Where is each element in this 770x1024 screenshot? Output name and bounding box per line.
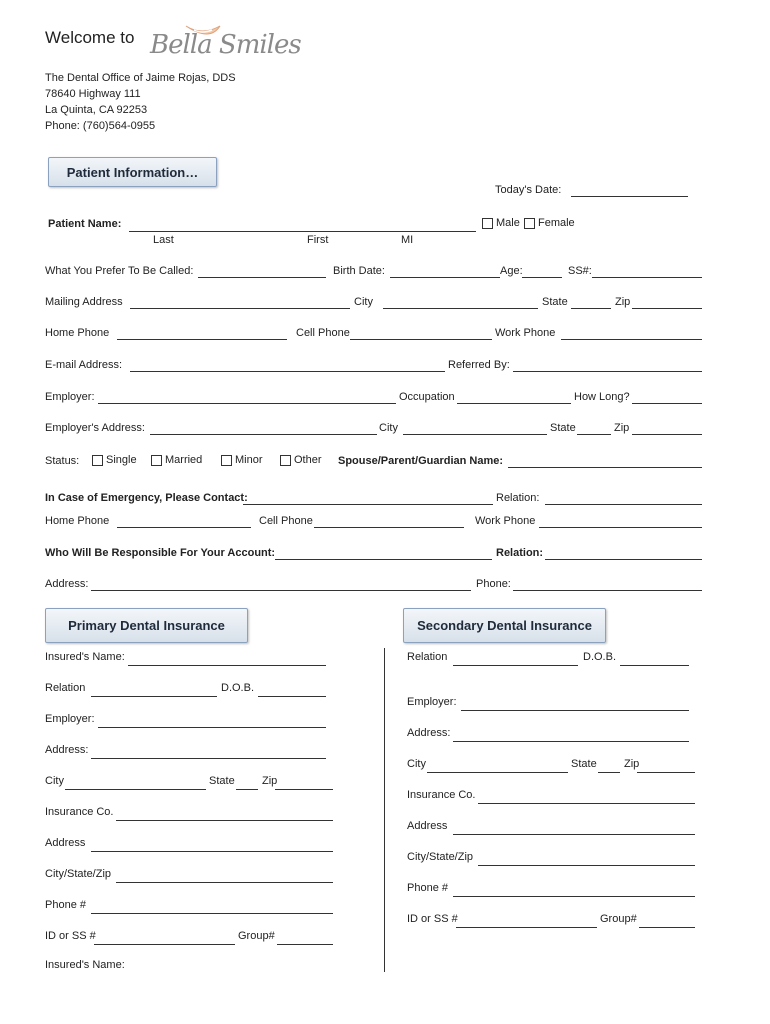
mailing-address-field[interactable] bbox=[130, 308, 350, 309]
employer-state-field[interactable] bbox=[577, 434, 611, 435]
city-label: City bbox=[354, 296, 373, 308]
minor-checkbox[interactable] bbox=[221, 455, 232, 466]
age-label: Age: bbox=[500, 265, 523, 277]
bella-smiles-logo bbox=[150, 22, 301, 66]
email-field[interactable] bbox=[130, 371, 445, 372]
responsible-relation-field[interactable] bbox=[545, 559, 702, 560]
primary-phone-label: Phone # bbox=[45, 899, 86, 911]
primary-zip-label: Zip bbox=[262, 775, 278, 787]
primary-phone-field[interactable] bbox=[91, 913, 333, 914]
emergency-cell-phone-label: Cell Phone bbox=[259, 515, 313, 527]
home-phone-label: Home Phone bbox=[45, 327, 110, 339]
primary-id-ss-label: ID or SS # bbox=[45, 930, 96, 942]
primary-dob-label: D.O.B. bbox=[221, 682, 255, 694]
secondary-state-label: State bbox=[571, 758, 597, 770]
age-field[interactable] bbox=[522, 277, 562, 278]
primary-relation-field[interactable] bbox=[91, 696, 217, 697]
employer-state-label: State bbox=[550, 422, 576, 434]
referred-by-label: Referred By: bbox=[448, 359, 510, 371]
employer-city-label: City bbox=[379, 422, 398, 434]
work-phone-label: Work Phone bbox=[495, 327, 556, 339]
secondary-city-field[interactable] bbox=[427, 772, 568, 773]
address-line: 78640 Highway 111 bbox=[45, 88, 141, 100]
status-label: Status: bbox=[45, 455, 80, 467]
how-long-label: How Long? bbox=[574, 391, 630, 403]
first-name-caption: First bbox=[307, 234, 329, 246]
primary-insurance-co-field[interactable] bbox=[116, 820, 333, 821]
preferred-name-field[interactable] bbox=[198, 277, 326, 278]
primary-dob-field[interactable] bbox=[258, 696, 326, 697]
ss-field[interactable] bbox=[592, 277, 702, 278]
zip-field[interactable] bbox=[632, 308, 702, 309]
secondary-insurance-co-label: Insurance Co. bbox=[407, 789, 476, 801]
patient-name-field[interactable] bbox=[129, 231, 476, 232]
secondary-zip-field[interactable] bbox=[637, 772, 695, 773]
logo-text: Bella Smiles bbox=[150, 30, 301, 60]
married-label: Married bbox=[165, 454, 203, 466]
secondary-id-ss-label: ID or SS # bbox=[407, 913, 458, 925]
secondary-phone-label: Phone # bbox=[407, 882, 448, 894]
secondary-insurance-co-field[interactable] bbox=[478, 803, 695, 804]
responsible-address-label: Address: bbox=[45, 578, 89, 590]
married-checkbox[interactable] bbox=[151, 455, 162, 466]
male-checkbox[interactable] bbox=[482, 218, 493, 229]
emergency-contact-label: In Case of Emergency, Please Contact: bbox=[45, 492, 248, 504]
minor-label: Minor bbox=[235, 454, 263, 466]
todays-date-field[interactable] bbox=[571, 196, 688, 197]
employer-field[interactable] bbox=[98, 403, 396, 404]
responsible-phone-label: Phone: bbox=[476, 578, 511, 590]
responsible-address-field[interactable] bbox=[91, 590, 471, 591]
female-option[interactable] bbox=[524, 217, 575, 229]
female-label: Female bbox=[538, 217, 575, 229]
ss-label: SS#: bbox=[568, 265, 592, 277]
responsible-party-field[interactable] bbox=[275, 559, 492, 560]
state-label: State bbox=[542, 296, 568, 308]
secondary-employer-label: Employer: bbox=[407, 696, 457, 708]
responsible-party-label: Who Will Be Responsible For Your Account: bbox=[45, 547, 276, 559]
primary-state-field[interactable] bbox=[236, 789, 258, 790]
primary-employer-field[interactable] bbox=[98, 727, 326, 728]
city-field[interactable] bbox=[383, 308, 538, 309]
secondary-relation-label: Relation bbox=[407, 651, 448, 663]
address-line: The Dental Office of Jaime Rojas, DDS bbox=[45, 72, 236, 84]
emergency-home-phone-label: Home Phone bbox=[45, 515, 110, 527]
status-married-option[interactable] bbox=[151, 454, 202, 466]
employer-zip-field[interactable] bbox=[632, 434, 702, 435]
emergency-home-phone-field[interactable] bbox=[117, 527, 251, 528]
primary-insurance-co-label: Insurance Co. bbox=[45, 806, 114, 818]
birth-date-field[interactable] bbox=[390, 277, 500, 278]
work-phone-field[interactable] bbox=[561, 339, 702, 340]
single-checkbox[interactable] bbox=[92, 455, 103, 466]
secondary-group-field[interactable] bbox=[639, 927, 695, 928]
column-divider bbox=[384, 648, 385, 972]
status-other-option[interactable] bbox=[280, 454, 322, 466]
patient-name-label: Patient Name: bbox=[48, 218, 122, 230]
preferred-name-label: What You Prefer To Be Called: bbox=[45, 265, 194, 277]
employer-label: Employer: bbox=[45, 391, 95, 403]
responsible-phone-field[interactable] bbox=[513, 590, 702, 591]
cell-phone-field[interactable] bbox=[350, 339, 492, 340]
office-address bbox=[45, 70, 236, 134]
occupation-field[interactable] bbox=[457, 403, 571, 404]
middle-initial-caption: MI bbox=[401, 234, 414, 246]
address-line: Phone: (760)564-0955 bbox=[45, 120, 156, 132]
secondary-relation-field[interactable] bbox=[453, 665, 578, 666]
email-label: E-mail Address: bbox=[45, 359, 123, 371]
secondary-state-field[interactable] bbox=[598, 772, 620, 773]
other-label: Other bbox=[294, 454, 322, 466]
status-single-option[interactable] bbox=[92, 454, 137, 466]
emergency-relation-field[interactable] bbox=[545, 504, 702, 505]
primary-zip-field[interactable] bbox=[275, 789, 333, 790]
spouse-guardian-field[interactable] bbox=[508, 467, 702, 468]
referred-by-field[interactable] bbox=[513, 371, 702, 372]
home-phone-field[interactable] bbox=[117, 339, 287, 340]
employer-zip-label: Zip bbox=[614, 422, 630, 434]
primary-group-field[interactable] bbox=[277, 944, 333, 945]
address-line: La Quinta, CA 92253 bbox=[45, 104, 148, 116]
secondary-insurance-button[interactable]: Secondary Dental Insurance bbox=[403, 608, 606, 643]
how-long-field[interactable] bbox=[632, 403, 702, 404]
patient-information-button[interactable]: Patient Information… bbox=[48, 157, 217, 187]
primary-insureds-name-label: Insured's Name: bbox=[45, 651, 125, 663]
responsible-relation-label: Relation: bbox=[496, 547, 544, 559]
welcome-heading: Welcome to bbox=[45, 28, 135, 47]
emergency-cell-phone-field[interactable] bbox=[314, 527, 464, 528]
spouse-guardian-label: Spouse/Parent/Guardian Name: bbox=[338, 455, 504, 467]
secondary-address-field[interactable] bbox=[453, 741, 689, 742]
employers-address-field[interactable] bbox=[150, 434, 377, 435]
employers-address-label: Employer's Address: bbox=[45, 422, 145, 434]
primary-city-state-zip-field[interactable] bbox=[116, 882, 333, 883]
female-checkbox[interactable] bbox=[524, 218, 535, 229]
secondary-company-address-field[interactable] bbox=[453, 834, 695, 835]
last-name-caption: Last bbox=[153, 234, 174, 246]
primary-employer-label: Employer: bbox=[45, 713, 95, 725]
todays-date-label: Today's Date: bbox=[495, 184, 562, 196]
status-minor-option[interactable] bbox=[221, 454, 263, 466]
single-label: Single bbox=[106, 454, 137, 466]
birth-date-label: Birth Date: bbox=[333, 265, 385, 277]
secondary-address-label: Address: bbox=[407, 727, 451, 739]
cell-phone-label: Cell Phone bbox=[296, 327, 350, 339]
emergency-relation-label: Relation: bbox=[496, 492, 540, 504]
secondary-dob-field[interactable] bbox=[620, 665, 689, 666]
state-field[interactable] bbox=[571, 308, 611, 309]
occupation-label: Occupation bbox=[399, 391, 455, 403]
secondary-id-ss-field[interactable] bbox=[456, 927, 597, 928]
secondary-city-state-zip-label: City/State/Zip bbox=[407, 851, 474, 863]
secondary-group-label: Group# bbox=[600, 913, 637, 925]
primary-state-label: State bbox=[209, 775, 235, 787]
emergency-work-phone-field[interactable] bbox=[539, 527, 702, 528]
zip-label: Zip bbox=[615, 296, 631, 308]
secondary-dob-label: D.O.B. bbox=[583, 651, 617, 663]
secondary-phone-field[interactable] bbox=[453, 896, 695, 897]
primary-address-label: Address: bbox=[45, 744, 89, 756]
primary-insureds-name-field[interactable] bbox=[128, 665, 326, 666]
primary-city-label: City bbox=[45, 775, 64, 787]
secondary-zip-label: Zip bbox=[624, 758, 640, 770]
primary-id-ss-field[interactable] bbox=[94, 944, 235, 945]
primary-company-address-label: Address bbox=[45, 837, 86, 849]
primary-insurance-button[interactable]: Primary Dental Insurance bbox=[45, 608, 248, 643]
primary-relation-label: Relation bbox=[45, 682, 86, 694]
secondary-company-address-label: Address bbox=[407, 820, 448, 832]
primary-address-field[interactable] bbox=[91, 758, 326, 759]
other-checkbox[interactable] bbox=[280, 455, 291, 466]
secondary-city-label: City bbox=[407, 758, 426, 770]
employer-city-field[interactable] bbox=[403, 434, 547, 435]
mailing-address-label: Mailing Address bbox=[45, 296, 123, 308]
primary-insureds-name-2-label: Insured's Name: bbox=[45, 959, 125, 971]
primary-group-label: Group# bbox=[238, 930, 275, 942]
primary-city-state-zip-label: City/State/Zip bbox=[45, 868, 112, 880]
secondary-employer-field[interactable] bbox=[461, 710, 689, 711]
emergency-work-phone-label: Work Phone bbox=[475, 515, 536, 527]
primary-city-field[interactable] bbox=[65, 789, 206, 790]
primary-company-address-field[interactable] bbox=[91, 851, 333, 852]
secondary-city-state-zip-field[interactable] bbox=[478, 865, 695, 866]
male-option[interactable] bbox=[482, 217, 520, 229]
emergency-contact-field[interactable] bbox=[243, 504, 493, 505]
male-label: Male bbox=[496, 217, 520, 229]
